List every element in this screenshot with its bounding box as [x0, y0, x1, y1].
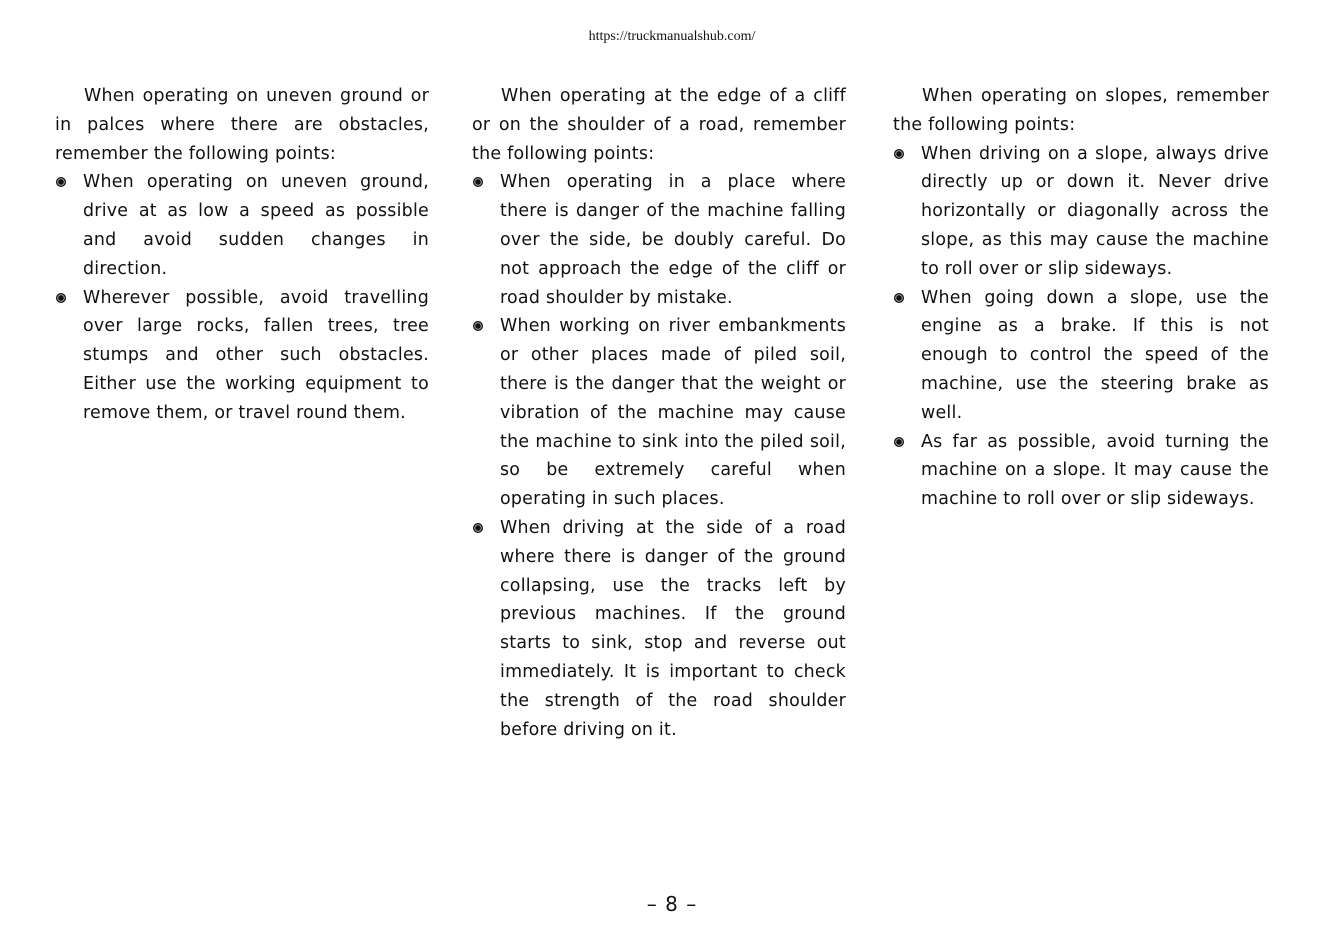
- list-item: [893, 428, 1269, 514]
- list-item: [893, 140, 1269, 284]
- column-intro: When operating on uneven ground or in palces where there are obstacles, remember the following points:: [55, 86, 429, 164]
- column-intro: When operating on slopes, remember the following points:: [893, 86, 1269, 135]
- bullet-list: [893, 140, 1269, 514]
- list-item-text: When driving at the side of a road where there is danger of the ground collapsing, use the tracks left by previous machines. If the ground starts to sink, stop and reverse out immediately. It is important to check the strength of the road shoulder before driving on it.: [500, 517, 846, 740]
- column-intro: When operating at the edge of a cliff or on the shoulder of a road, remember the following points:: [472, 86, 846, 164]
- bullet-icon: [473, 321, 483, 331]
- bullet-icon: [56, 293, 66, 303]
- list-item-text: When operating on uneven ground, drive at as low a speed as possible and avoid sudden changes in direction.: [83, 172, 429, 279]
- page-number: – 8 –: [646, 892, 698, 916]
- column-cliff-edge: [472, 82, 846, 744]
- column-slopes: [893, 82, 1269, 514]
- bullet-icon: [894, 293, 904, 303]
- bullet-icon: [894, 437, 904, 447]
- bullet-icon: [894, 149, 904, 159]
- list-item-text: Wherever possible, avoid travelling over large rocks, fallen trees, tree stumps and other such obstacles. Either use the working equipment to remove them, or travel round them.: [83, 287, 429, 423]
- list-item-text: When operating in a place where there is danger of the machine falling over the side, be doubly careful. Do not approach the edge of the cliff or road shoulder by mistake.: [500, 172, 846, 308]
- list-item-text: As far as possible, avoid turning the machine on a slope. It may cause the machine to roll over or slip sideways.: [921, 431, 1269, 510]
- list-item-text: When going down a slope, use the engine as a brake. If this is not enough to control the speed of the machine, use the steering brake as well.: [921, 287, 1269, 423]
- list-item: [472, 168, 846, 312]
- list-item: [55, 284, 429, 428]
- column-uneven-ground: [55, 82, 429, 428]
- bullet-icon: [56, 177, 66, 187]
- bullet-icon: [473, 177, 483, 187]
- list-item: [472, 514, 846, 744]
- bullet-icon: [473, 523, 483, 533]
- list-item: [893, 284, 1269, 428]
- list-item-text: When working on river embankments or other places made of piled soil, there is the danger that the weight or vibration of the machine may cause the machine to sink into the piled soil, so be extremely careful when operating in such places.: [500, 316, 846, 510]
- list-item: [472, 312, 846, 514]
- bullet-list: [55, 168, 429, 427]
- list-item: [55, 168, 429, 283]
- list-item-text: When driving on a slope, always drive directly up or down it. Never drive horizontally or diagonally across the slope, as this may cause the machine to roll over or slip sideways.: [921, 143, 1269, 279]
- source-url: https://truckmanualshub.com/: [588, 29, 756, 44]
- bullet-list: [472, 168, 846, 744]
